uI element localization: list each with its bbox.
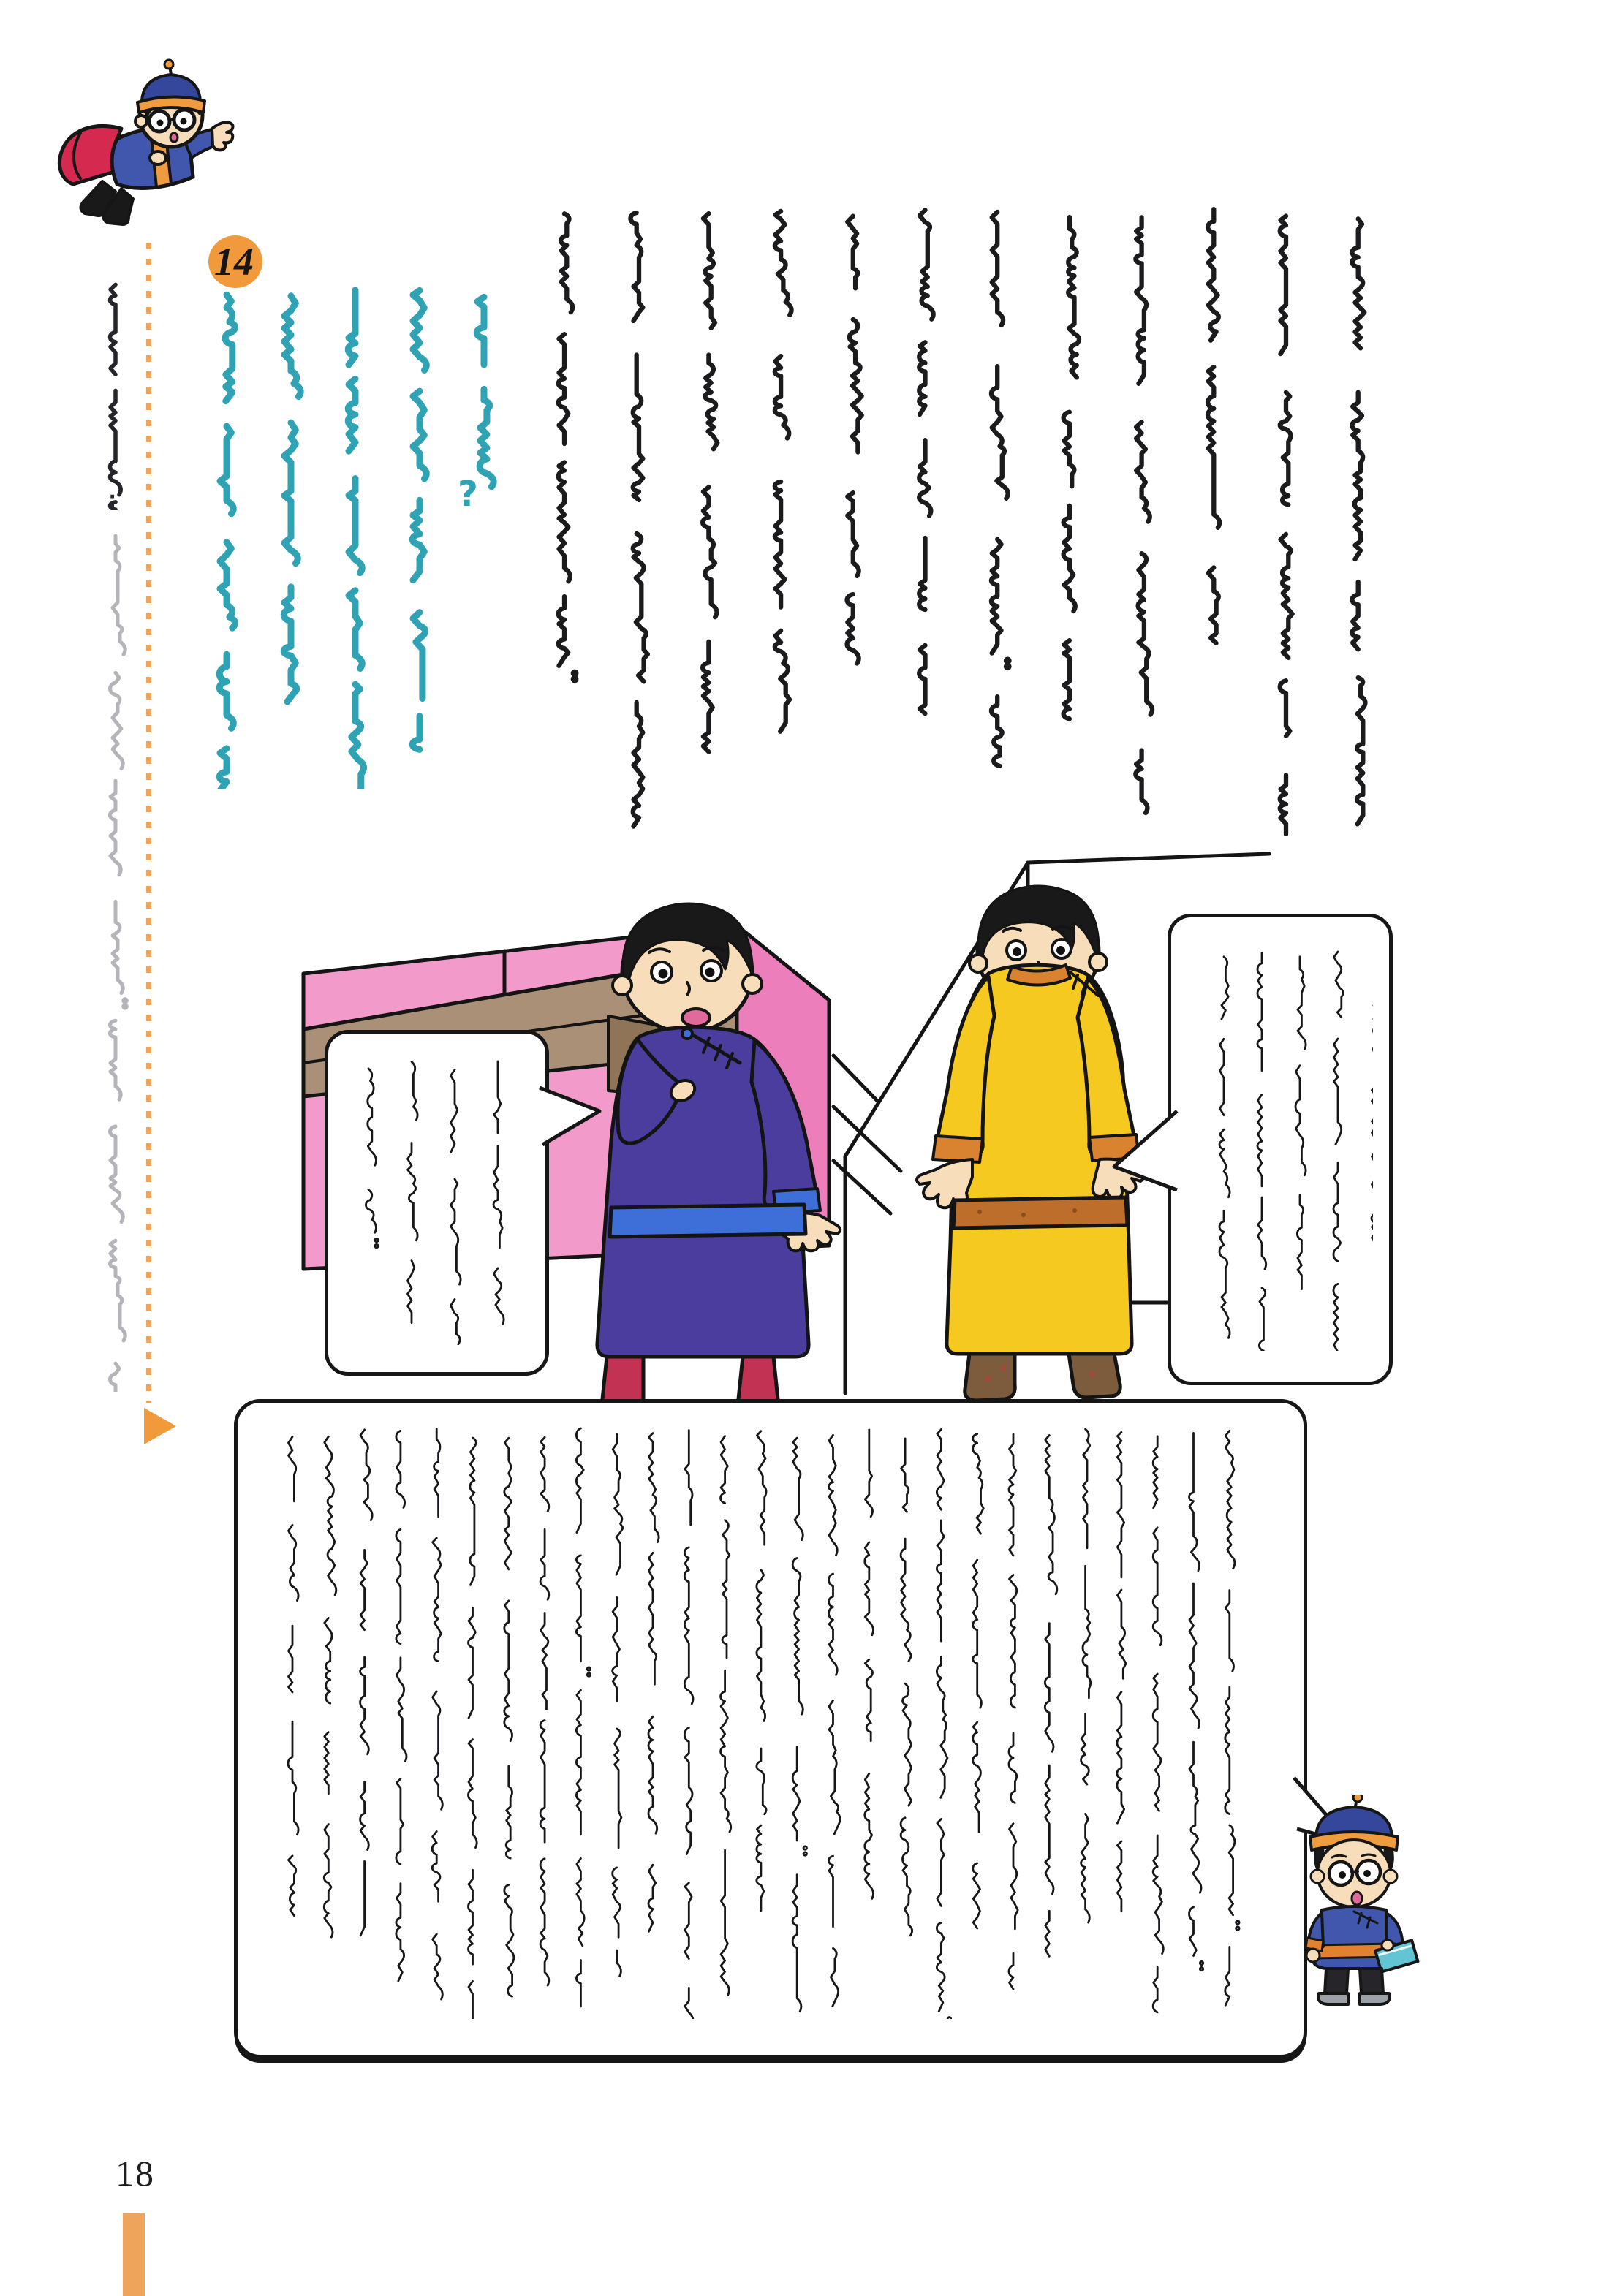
sash [610,1205,806,1237]
margin-note-black [99,275,133,510]
speech-bubble-left-tail [535,1080,608,1153]
shoe-right [1360,1993,1390,2004]
speech-left-script [342,1057,525,1345]
cuff-left [933,1136,983,1162]
margin-note-separator: : [108,485,117,513]
lesson-number: 14 [214,240,254,284]
lesson-body-script [547,206,1398,836]
title-question-mark: ? [458,474,478,515]
hand-chin [150,151,166,164]
hand-right [1382,1940,1393,1950]
lesson-number-badge [208,235,262,288]
page-number: 18 [116,2153,155,2194]
dialogue-panel-script [274,1425,1254,2019]
hand-forward [212,122,233,150]
margin-arrow-icon [144,1408,176,1444]
lesson-title-script [209,287,504,789]
speech-bubble-right-tail [1105,1105,1181,1196]
hat-bead [1353,1795,1362,1802]
mouth [1352,1892,1362,1905]
mouth [170,133,178,142]
hand-left [1306,1949,1320,1962]
collar-knot [682,1028,692,1039]
ear [135,115,147,127]
margin-dashed-rule [146,243,151,1403]
margin-note-gray [99,528,133,1392]
hat-bead [164,60,173,69]
speech-right-script [1196,947,1373,1351]
shoe-left [1318,1993,1348,2004]
footer-accent-bar [123,2213,145,2296]
mascot-reader-illustration [1281,1795,1427,2007]
pants [1325,1969,1383,1993]
